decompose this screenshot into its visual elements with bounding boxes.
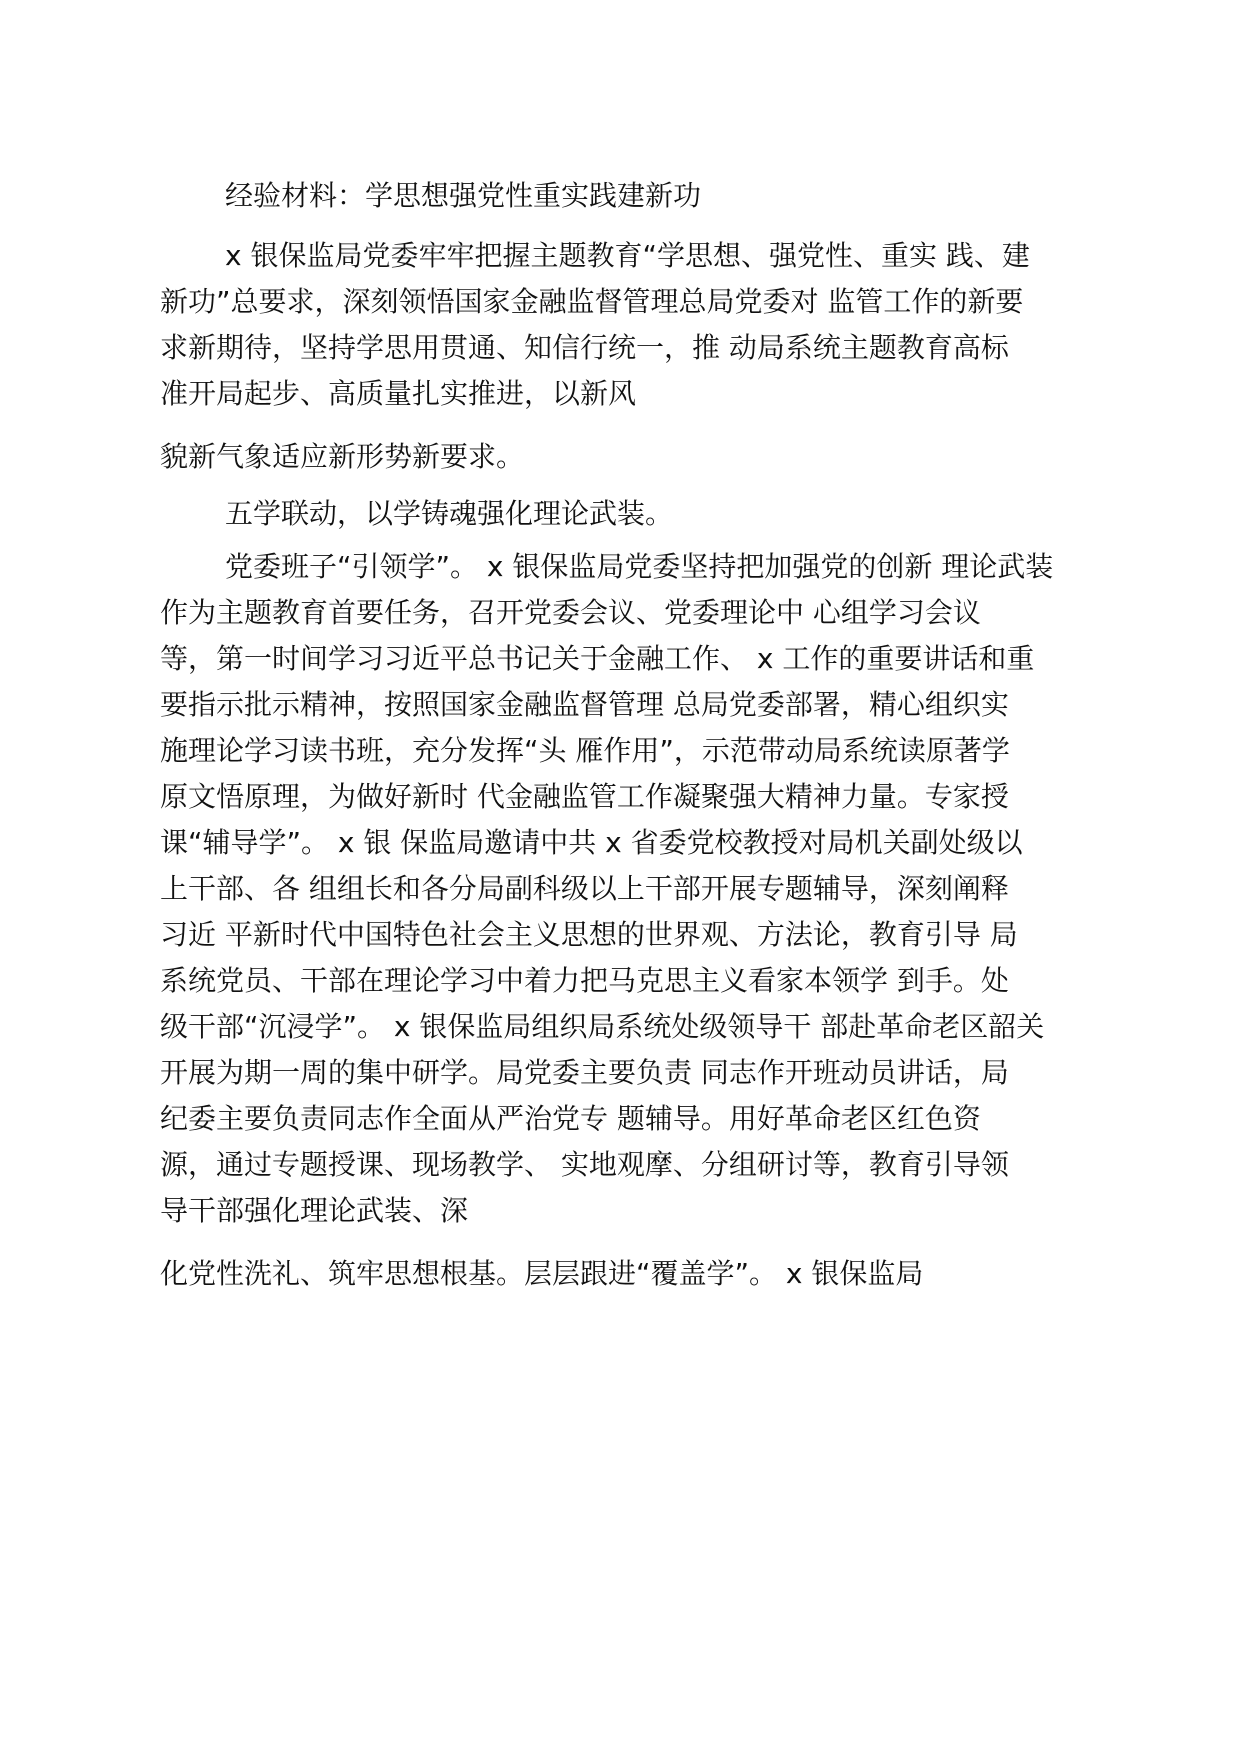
paragraph-line: 貌新气象适应新形势新要求。 (160, 440, 525, 473)
paragraph-line: 纪委主要负责同志作全面从严治党专 题辅导。用好革命老区红色资 (160, 1102, 981, 1135)
paragraph-line: 准开局起步、高质量扎实推进，以新风 (160, 377, 637, 410)
paragraph-line: 源，通过专题授课、现场教学、 实地观摩、分组研讨等，教育引导领 (160, 1148, 1009, 1181)
paragraph-line: 系统党员、干部在理论学习中着力把马克思主义看家本领学 到手。处 (160, 964, 1009, 997)
document-title: 经验材料：学思想强党性重实践建新功 (225, 179, 702, 212)
paragraph-line: 原文悟原理，为做好新时 代金融监管工作凝聚强大精神力量。专家授 (160, 780, 1009, 813)
paragraph-line: 等，第一时间学习习近平总书记关于金融工作、 x 工作的重要讲话和重 (160, 642, 1035, 675)
paragraph-line: 习近 平新时代中国特色社会主义思想的世界观、方法论，教育引导 局 (160, 918, 1018, 951)
paragraph-line: 新功”总要求，深刻领悟国家金融监督管理总局党委对 监管工作的新要 (160, 285, 1024, 318)
paragraph-line: 开展为期一周的集中研学。局党委主要负责 同志作开班动员讲话，局 (160, 1056, 1009, 1089)
paragraph-line: 上干部、各 组组长和各分局副科级以上干部开展专题辅导，深刻阐释 (160, 872, 1009, 905)
paragraph-line: 党委班子“引领学”。 x 银保监局党委坚持把加强党的创新 理论武装 (225, 550, 1054, 583)
paragraph-line: 施理论学习读书班，充分发挥“头 雁作用”，示范带动局系统读原著学 (160, 734, 1010, 767)
paragraph-line: x 银保监局党委牢牢把握主题教育“学思想、强党性、重实 践、建 (225, 239, 1030, 272)
paragraph-line: 要指示批示精神，按照国家金融监督管理 总局党委部署，精心组织实 (160, 688, 1009, 721)
section-heading: 五学联动，以学铸魂强化理论武装。 (225, 497, 674, 530)
paragraph-line: 求新期待，坚持学思用贯通、知信行统一，推 动局系统主题教育高标 (160, 331, 1009, 364)
paragraph-line: 导干部强化理论武装、深 (160, 1194, 469, 1227)
paragraph-line: 作为主题教育首要任务，召开党委会议、党委理论中 心组学习会议 (160, 596, 981, 629)
paragraph-line: 课“辅导学”。 x 银 保监局邀请中共 x 省委党校教授对局机关副处级以 (160, 826, 1023, 859)
paragraph-line: 化党性洗礼、筑牢思想根基。层层跟进“覆盖学”。 x 银保监局 (160, 1257, 924, 1290)
paragraph-line: 级干部“沉浸学”。 x 银保监局组织局系统处级领导干 部赴革命老区韶关 (160, 1010, 1045, 1043)
